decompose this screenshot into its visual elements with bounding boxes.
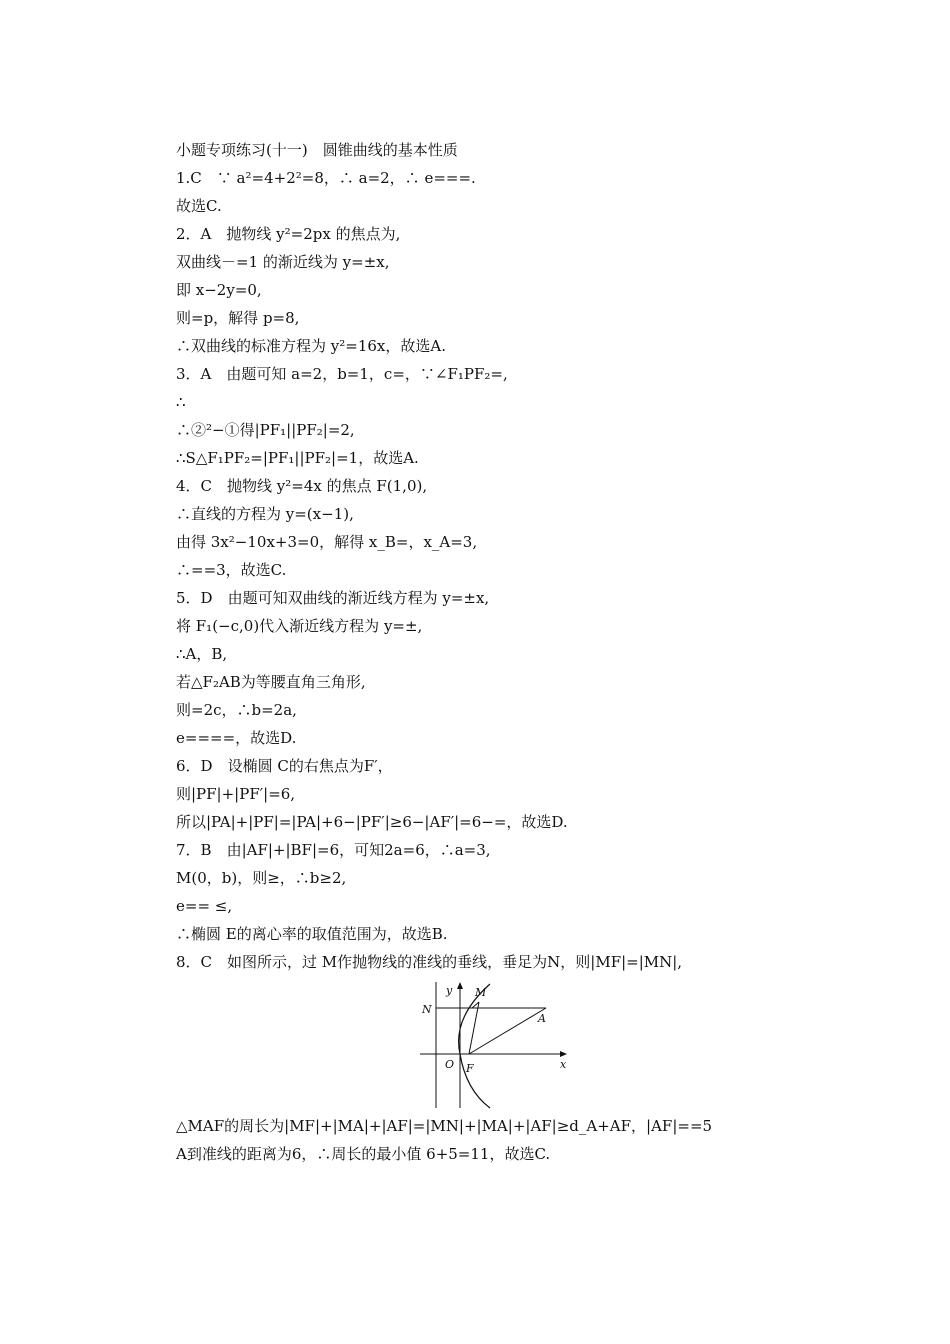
parabola-curve	[459, 984, 490, 1108]
label-x: x	[560, 1058, 567, 1071]
label-O: O	[445, 1058, 455, 1071]
text-line: 则=2c，∴b=2a,	[176, 701, 297, 719]
text-line: M(0，b)，则≥，∴b≥2,	[176, 869, 347, 887]
label-A: A	[538, 1012, 546, 1025]
text-line: 双曲线－=1 的渐近线为 y=±x,	[176, 253, 390, 271]
text-line: e== ≤,	[176, 897, 233, 915]
text-line: 8．C 如图所示，过 M作抛物线的准线的垂线，垂足为N，则|MF|=|MN|,	[176, 953, 683, 971]
text-line: 则=p，解得 p=8,	[176, 309, 300, 327]
text-line: 若△F₂AB为等腰直角三角形,	[176, 673, 366, 691]
text-line: 4．C 抛物线 y²=4x 的焦点 F(1,0),	[176, 477, 428, 495]
text-line: 5．D 由题可知双曲线的渐近线方程为 y=±x,	[176, 589, 490, 607]
text-line: ∴S△F₁PF₂=|PF₁||PF₂|=1，故选A.	[176, 449, 419, 467]
label-F: F	[466, 1062, 474, 1075]
label-y: y	[446, 984, 453, 997]
text-line: 故选C.	[176, 197, 222, 215]
text-line: 所以|PA|+|PF|=|PA|+6−|PF′|≥6−|AF′|=6−=，故选D.	[176, 813, 568, 831]
text-line: 3．A 由题可知 a=2，b=1，c=，∵∠F₁PF₂=,	[176, 365, 508, 383]
text-line: 由得 3x²−10x+3=0，解得 x_B=，x_A=3,	[176, 533, 478, 551]
text-line: A到准线的距离为6，∴周长的最小值 6+5=11，故选C.	[176, 1145, 551, 1163]
x-axis-arrow	[560, 1051, 567, 1057]
page-title: 小题专项练习(十一) 圆锥曲线的基本性质	[176, 141, 458, 159]
text-line: 6．D 设椭圆 C的右焦点为F′，	[176, 757, 393, 775]
text-line: 2．A 抛物线 y²=2px 的焦点为,	[176, 225, 401, 243]
text-line: ∴双曲线的标准方程为 y²=16x，故选A.	[176, 337, 446, 355]
parabola-figure	[412, 980, 572, 1110]
text-line: e====，故选D.	[176, 729, 297, 747]
text-line: ∴②²−①得|PF₁||PF₂|=2,	[176, 421, 355, 439]
label-M: M	[475, 986, 487, 999]
text-line: ∴==3，故选C.	[176, 561, 287, 579]
text-line: ∴	[176, 393, 186, 411]
text-line: 7．B 由|AF|+|BF|=6，可知2a=6，∴a=3,	[176, 841, 491, 859]
label-N: N	[422, 1003, 432, 1016]
segment-MF	[469, 1002, 479, 1054]
text-line: 即 x−2y=0,	[176, 281, 262, 299]
text-line: 则|PF|+|PF′|=6,	[176, 785, 296, 803]
text-line: ∴直线的方程为 y=(x−1),	[176, 505, 354, 523]
text-line: ∴A，B,	[176, 645, 228, 663]
text-line: ∴椭圆 E的离心率的取值范围为，故选B.	[176, 925, 448, 943]
text-line: 1.C ∵ a²=4+2²=8，∴ a=2，∴ e===.	[176, 169, 476, 187]
segment-FA	[469, 1008, 546, 1054]
text-line: △MAF的周长为|MF|+|MA|+|AF|=|MN|+|MA|+|AF|≥d_A+AF，|AF|==5	[176, 1117, 713, 1135]
y-axis-arrow	[457, 982, 463, 989]
text-line: 将 F₁(−c,0)代入渐近线方程为 y=±,	[176, 617, 423, 635]
